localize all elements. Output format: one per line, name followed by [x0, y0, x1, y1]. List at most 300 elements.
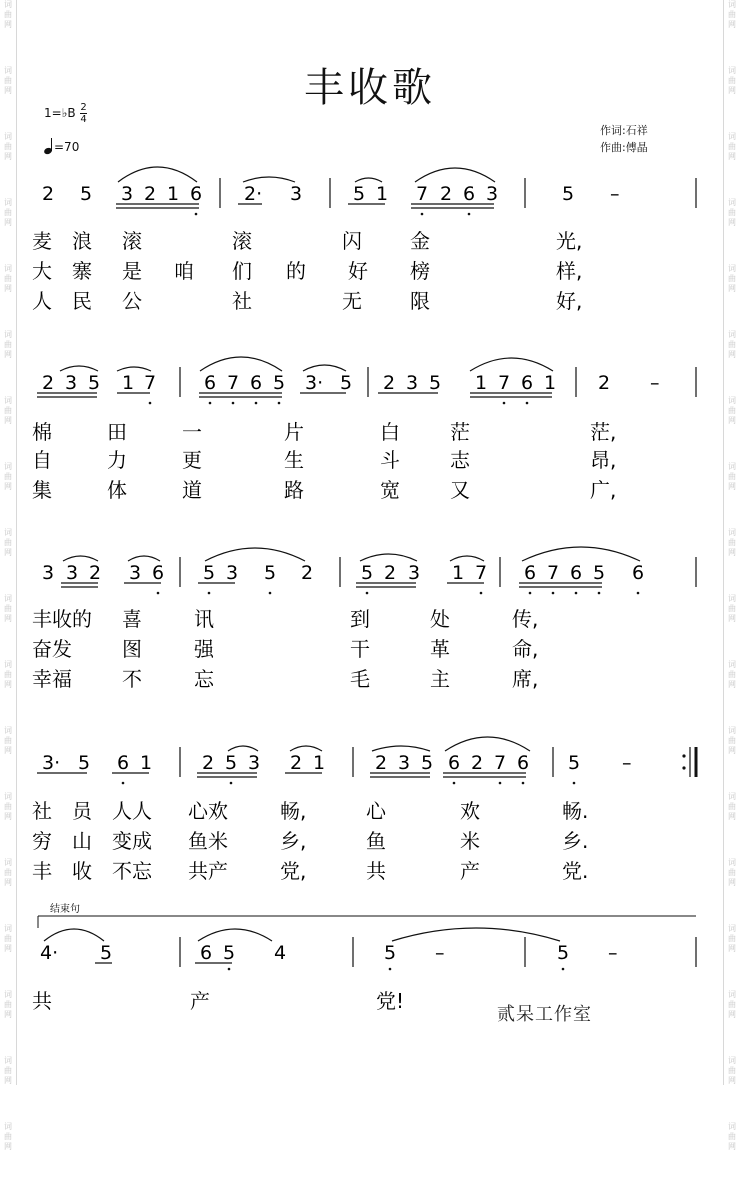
lyric-word: 寨 [72, 259, 92, 283]
lyric-word: 公 [122, 289, 142, 313]
side-glyph: 词 [4, 924, 12, 933]
lyric-word: 席, [512, 667, 539, 691]
side-glyph: 词 [4, 330, 12, 339]
note: 5 [421, 752, 434, 774]
side-glyph: 网 [4, 284, 12, 293]
side-glyph: 网 [4, 812, 12, 821]
note: 5 [264, 562, 277, 584]
repeat-dot [682, 766, 685, 769]
note: 3 [408, 562, 421, 584]
lyric-word: 道 [182, 478, 202, 502]
lyric-word: 体 [107, 478, 127, 502]
side-glyph: 词 [4, 660, 12, 669]
note: 3 [290, 183, 303, 205]
lyric-word: 是 [122, 259, 142, 283]
note: 6 [463, 183, 476, 205]
lyric-word: 喜 [122, 607, 142, 631]
side-glyph: 网 [728, 1076, 736, 1085]
note: 1 [313, 752, 326, 774]
lyric-word: 强 [194, 637, 214, 661]
lyric-word: 片 [284, 420, 304, 444]
side-glyph: 词 [728, 132, 736, 141]
side-glyph: 词 [728, 594, 736, 603]
lyric-word: 命, [512, 637, 539, 661]
side-glyph: 曲 [728, 142, 736, 151]
octave-dot-below [122, 782, 125, 785]
side-glyph: 曲 [728, 802, 736, 811]
note: 5 [593, 562, 606, 584]
note: – [610, 183, 620, 205]
note: 2 [144, 183, 157, 205]
note: 5 [80, 183, 93, 205]
side-glyph: 词 [728, 264, 736, 273]
side-glyph: 曲 [728, 10, 736, 19]
note: 6 [521, 372, 534, 394]
note: 5 [353, 183, 366, 205]
note: 1 [475, 372, 488, 394]
side-glyph: 曲 [728, 934, 736, 943]
side-glyph: 词 [728, 198, 736, 207]
side-glyph: 曲 [728, 76, 736, 85]
note: 4 [274, 942, 287, 964]
note: 3 [121, 183, 134, 205]
side-glyph: 词 [728, 858, 736, 867]
octave-dot-below [637, 592, 640, 595]
lyric-word: 欢 [460, 799, 480, 823]
side-glyph: 网 [728, 20, 736, 29]
octave-dot-below [573, 782, 576, 785]
note: 3 [398, 752, 411, 774]
octave-dot-below [421, 213, 424, 216]
slur [415, 168, 495, 182]
lyric-word: 产 [460, 859, 480, 883]
note: 5 [568, 752, 581, 774]
note: 3· [42, 752, 61, 774]
lyric-word: 乡, [280, 829, 307, 853]
side-glyph: 曲 [728, 736, 736, 745]
side-glyph: 词 [4, 462, 12, 471]
note: 3 [66, 562, 79, 584]
tempo-marking: =70 [44, 138, 79, 154]
side-glyph: 网 [4, 350, 12, 359]
note: 7 [494, 752, 507, 774]
studio-seal: 贰呆工作室 [497, 1004, 592, 1025]
side-glyph: 网 [4, 20, 12, 29]
lyric-word: 志 [450, 448, 470, 472]
side-glyph: 曲 [4, 538, 12, 547]
note: 5 [223, 942, 236, 964]
note: 5 [340, 372, 353, 394]
lyric-word: 穷 [32, 829, 52, 853]
note: 6 [524, 562, 537, 584]
note: 2 [383, 372, 396, 394]
lyric-word: 闪 [342, 229, 362, 253]
side-glyph: 词 [728, 528, 736, 537]
side-glyph: 曲 [4, 736, 12, 745]
note: – [435, 942, 445, 964]
side-glyph: 网 [728, 812, 736, 821]
lyric-word: 好 [348, 259, 368, 283]
note: 6 [204, 372, 217, 394]
side-glyph: 网 [728, 878, 736, 887]
side-glyph: 网 [4, 680, 12, 689]
lyric-word: 心 [366, 799, 386, 823]
lyric-word: 收 [72, 859, 92, 883]
side-glyph: 词 [728, 462, 736, 471]
note: 2 [290, 752, 303, 774]
octave-dot-below [453, 782, 456, 785]
lyric-word: 党. [562, 859, 589, 883]
lyric-word: 鱼 [366, 829, 386, 853]
lyric-word: 党! [376, 989, 405, 1013]
note: 2 [375, 752, 388, 774]
note: 6 [117, 752, 130, 774]
note: 2 [384, 562, 397, 584]
side-glyph: 网 [4, 746, 12, 755]
lyric-word: 滚 [232, 229, 252, 253]
note: 1 [544, 372, 557, 394]
side-glyph: 曲 [4, 142, 12, 151]
side-glyph: 词 [4, 66, 12, 75]
note: 5 [100, 942, 113, 964]
side-glyph: 网 [4, 152, 12, 161]
side-glyph: 词 [4, 726, 12, 735]
lyric-word: 不忘 [112, 859, 152, 883]
lyric-word: 丰 [32, 859, 52, 883]
lyric-word: 力 [107, 448, 127, 472]
note: 6 [250, 372, 263, 394]
side-glyph: 曲 [4, 406, 12, 415]
octave-dot-below [278, 402, 281, 405]
lyric-word: 样, [556, 259, 583, 283]
lyric-word: 金 [410, 229, 430, 253]
lyric-word: 自 [32, 448, 52, 472]
lyric-word: 畅. [562, 799, 589, 823]
side-glyph: 词 [728, 990, 736, 999]
slur [303, 365, 346, 371]
side-glyph: 网 [4, 878, 12, 887]
note: 2 [301, 562, 314, 584]
note: 2 [471, 752, 484, 774]
side-glyph: 网 [728, 680, 736, 689]
lyric-word: 共 [366, 859, 386, 883]
side-glyph: 曲 [728, 1066, 736, 1075]
note: 2 [42, 372, 55, 394]
side-glyph: 词 [4, 990, 12, 999]
side-glyph: 词 [4, 1056, 12, 1065]
note: 5 [225, 752, 238, 774]
side-glyph: 网 [4, 614, 12, 623]
octave-dot-below [269, 592, 272, 595]
lyric-word: 鱼米 [188, 829, 228, 853]
side-glyph: 词 [4, 132, 12, 141]
lyric-word: 田 [107, 420, 127, 444]
note: 3 [129, 562, 142, 584]
lyric-word: 更 [182, 448, 202, 472]
lyric-word: 榜 [410, 259, 430, 283]
lyric-word: 滚 [122, 229, 142, 253]
octave-dot-below [255, 402, 258, 405]
lyric-word: 处 [430, 607, 450, 631]
lyric-word: 主 [430, 667, 450, 691]
slur [392, 928, 560, 941]
note: 3 [226, 562, 239, 584]
side-glyph: 网 [728, 86, 736, 95]
side-glyph: 曲 [728, 670, 736, 679]
octave-dot-below [499, 782, 502, 785]
lyric-word: 产 [190, 989, 210, 1013]
octave-dot-below [480, 592, 483, 595]
note: 5 [384, 942, 397, 964]
side-glyph: 网 [728, 482, 736, 491]
lyric-word: 麦 [32, 229, 52, 253]
side-glyph: 网 [728, 548, 736, 557]
side-glyph: 曲 [728, 1132, 736, 1141]
slur [290, 746, 322, 751]
slur [228, 746, 258, 751]
side-glyph: 曲 [4, 802, 12, 811]
octave-dot-below [228, 968, 231, 971]
side-glyph: 词 [728, 1056, 736, 1065]
side-glyph: 词 [728, 0, 736, 9]
note: 7 [227, 372, 240, 394]
octave-dot-below [529, 592, 532, 595]
note: – [622, 752, 632, 774]
note: 2 [89, 562, 102, 584]
side-glyph: 曲 [4, 670, 12, 679]
side-glyph: 曲 [728, 208, 736, 217]
note: 6 [448, 752, 461, 774]
repeat-dot [682, 754, 685, 757]
lyric-word: 共产 [188, 859, 228, 883]
slur [117, 367, 151, 371]
note: 7 [475, 562, 488, 584]
lyric-word: 的 [286, 259, 306, 283]
side-glyph: 词 [4, 792, 12, 801]
note: 5 [203, 562, 216, 584]
composer-credit: 作曲:傅晶 [600, 141, 648, 154]
octave-dot-below [230, 782, 233, 785]
side-glyph: 曲 [728, 1000, 736, 1009]
note: 1 [140, 752, 153, 774]
note: 2· [244, 183, 263, 205]
octave-dot-below [195, 213, 198, 216]
lyric-word: 集 [32, 478, 52, 502]
lyric-word: 乡. [562, 829, 589, 853]
side-glyph: 网 [4, 482, 12, 491]
lyric-word: 共 [32, 989, 52, 1013]
lyric-word: 茫, [590, 420, 617, 444]
side-glyph: 词 [728, 396, 736, 405]
note: 5 [273, 372, 286, 394]
note: 2 [598, 372, 611, 394]
slur [118, 167, 197, 182]
side-glyph: 词 [4, 396, 12, 405]
note: 2 [440, 183, 453, 205]
note: 1 [167, 183, 180, 205]
note: 2 [42, 183, 55, 205]
side-glyph: 词 [4, 264, 12, 273]
side-glyph: 词 [4, 1122, 12, 1131]
lyric-word: 限 [410, 289, 430, 313]
side-glyph: 词 [728, 66, 736, 75]
side-glyph: 曲 [4, 76, 12, 85]
side-glyph: 网 [4, 1010, 12, 1019]
side-glyph: 曲 [4, 1000, 12, 1009]
lyric-word: 生 [284, 448, 304, 472]
lyric-word: 民 [72, 289, 92, 313]
side-glyph: 网 [728, 416, 736, 425]
lyric-word: 忘 [194, 667, 214, 691]
slur [372, 746, 430, 751]
lyric-word: 奋发 [32, 637, 72, 661]
lyric-word: 到 [350, 607, 370, 631]
lyric-word: 革 [430, 637, 450, 661]
lyric-word: 一 [182, 420, 202, 444]
slur [450, 556, 484, 561]
octave-dot-below [526, 402, 529, 405]
time-signature-top: 2 [80, 102, 87, 113]
lyric-word: 员 [72, 799, 92, 823]
side-glyph: 网 [728, 1010, 736, 1019]
note: 7 [547, 562, 560, 584]
note: 3· [305, 372, 324, 394]
side-glyph: 网 [4, 416, 12, 425]
slur [360, 554, 417, 561]
side-glyph: 曲 [4, 1132, 12, 1141]
side-glyph: 网 [4, 86, 12, 95]
slur [63, 556, 98, 561]
lyric-word: 山 [72, 829, 92, 853]
lyric-word: 社 [232, 289, 252, 313]
note: 5 [429, 372, 442, 394]
side-glyph: 曲 [4, 10, 12, 19]
side-glyph: 曲 [728, 406, 736, 415]
key-signature: 1=♭B $\frac{2}{4}$ [44, 102, 87, 125]
octave-dot-below [366, 592, 369, 595]
octave-dot-below [157, 592, 160, 595]
side-glyph: 曲 [728, 472, 736, 481]
lyric-word: 心欢 [188, 799, 228, 823]
lyric-word: 好, [556, 289, 583, 313]
slur [243, 177, 295, 182]
note: – [608, 942, 618, 964]
side-glyph: 网 [4, 944, 12, 953]
octave-dot-below [389, 968, 392, 971]
side-glyph: 曲 [4, 934, 12, 943]
lyric-word: 茫 [450, 420, 470, 444]
slur [44, 929, 104, 941]
lyric-word: 不 [122, 667, 142, 691]
side-glyph: 词 [728, 660, 736, 669]
ending-label: 结束句 [50, 904, 80, 915]
side-glyph: 网 [4, 1142, 12, 1151]
side-glyph: 词 [4, 198, 12, 207]
side-glyph: 曲 [4, 472, 12, 481]
slur [60, 366, 98, 371]
note: 7 [498, 372, 511, 394]
side-glyph: 曲 [4, 208, 12, 217]
side-glyph: 网 [728, 284, 736, 293]
note: 1 [376, 183, 389, 205]
octave-dot-below [468, 213, 471, 216]
lyric-word: 咱 [174, 259, 194, 283]
song-title: 丰收歌 [304, 65, 436, 111]
note: 1 [452, 562, 465, 584]
octave-dot-below [598, 592, 601, 595]
lyric-word: 无 [342, 289, 362, 313]
side-glyph: 曲 [728, 538, 736, 547]
side-glyph: 网 [728, 152, 736, 161]
side-glyph: 曲 [728, 274, 736, 283]
lyric-word: 毛 [350, 667, 370, 691]
lyric-word: 党, [280, 859, 307, 883]
side-glyph: 词 [728, 726, 736, 735]
lyric-word: 人人 [112, 799, 152, 823]
octave-dot-below [149, 402, 152, 405]
note: 3 [486, 183, 499, 205]
side-glyph: 词 [4, 594, 12, 603]
side-glyph: 词 [728, 1122, 736, 1131]
octave-dot-below [503, 402, 506, 405]
note: 2 [202, 752, 215, 774]
note: 3 [406, 372, 419, 394]
octave-dot-below [552, 592, 555, 595]
octave-dot-below [209, 402, 212, 405]
note: 6 [190, 183, 203, 205]
side-glyph: 网 [728, 746, 736, 755]
side-glyph: 曲 [728, 604, 736, 613]
slur [128, 556, 160, 561]
octave-dot-below [232, 402, 235, 405]
side-glyph: 词 [4, 858, 12, 867]
slur [470, 358, 553, 371]
lyric-word: 米 [460, 829, 480, 853]
side-glyph: 曲 [4, 274, 12, 283]
lyric-word: 社 [32, 799, 52, 823]
slur [205, 548, 305, 561]
side-glyph: 曲 [4, 868, 12, 877]
lyric-word: 们 [232, 259, 252, 283]
octave-dot-below [522, 782, 525, 785]
note: 6 [632, 562, 645, 584]
slur [445, 737, 530, 751]
side-glyph: 网 [4, 548, 12, 557]
side-glyph: 网 [728, 218, 736, 227]
slur [200, 357, 282, 371]
side-glyph: 词 [728, 924, 736, 933]
side-glyph: 词 [728, 792, 736, 801]
side-glyph: 曲 [4, 1066, 12, 1075]
lyric-word: 人 [32, 289, 52, 313]
lyric-word: 大 [32, 259, 52, 283]
side-glyph: 曲 [4, 340, 12, 349]
side-glyph: 网 [4, 1076, 12, 1085]
note: 6 [200, 942, 213, 964]
octave-dot-below [562, 968, 565, 971]
lyric-word: 讯 [194, 607, 214, 631]
note: 7 [144, 372, 157, 394]
lyric-word: 昂, [590, 448, 617, 472]
slur [198, 929, 272, 941]
note: – [650, 372, 660, 394]
note: 6 [517, 752, 530, 774]
octave-dot-below [208, 592, 211, 595]
side-glyph: 词 [4, 528, 12, 537]
lyric-word: 图 [122, 637, 142, 661]
lyric-word: 白 [380, 420, 400, 444]
note: 4· [40, 942, 59, 964]
